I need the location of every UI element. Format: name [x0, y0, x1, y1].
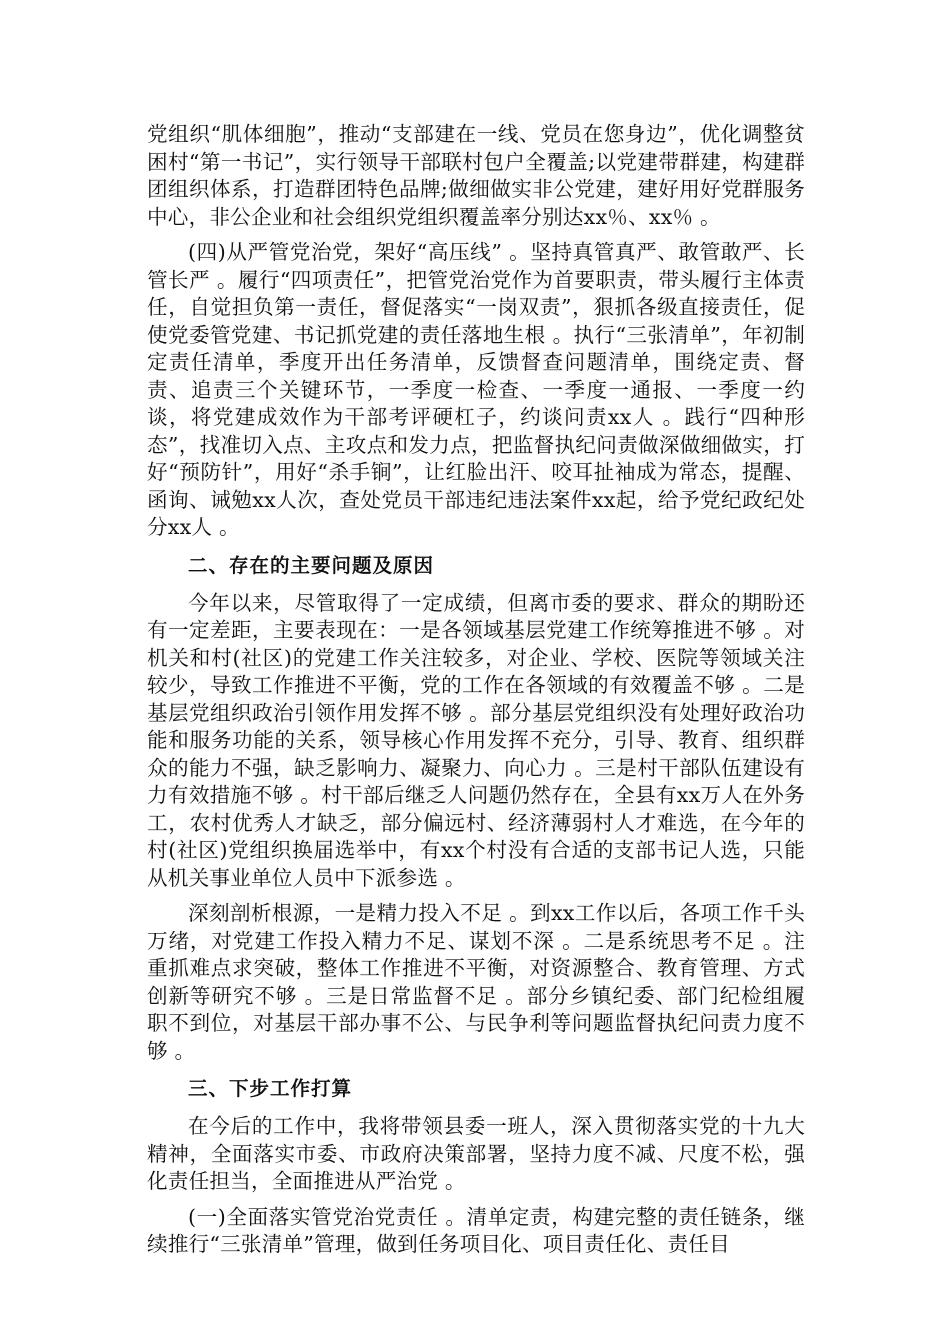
paragraph-strict-party-governance: (四)从严管党治党，架好“高压线” 。坚持真管真严、敢管敢严、长管长严 。履行“四项责任”，把管党治党作为首要职责，带头履行主体责任，自觉担负第一责任，督促落实“一岗双责”，狠抓各级直接责任，促使党委管党建、书记抓党建的责任落地生根 。执行“三张清单”，年初制定责任清单，季度开出任务清单，反馈督查问题清单，围绕定责、督责、追责三个关键环节，一季度一检查、一季度一通报、一季度一约谈，将党建成效作为干部考评硬杠子，约谈问责xx人 。践行“四种形态”，找准切入点、主攻点和发力点，把监督执纪问责做深做细做实，打好“预防针”，用好“杀手锏”，让红脸出汗、咬耳扯袖成为常态，提醒、函询、诫勉xx人次，查处党员干部违纪违法案件xx起，给予党纪政纪处分xx人 。 — [147, 240, 805, 539]
section-heading-next-steps: 三、下步工作打算 — [188, 1077, 353, 1100]
paragraph-root-causes: 深刻剖析根源，一是精力投入不足 。到xx工作以后，各项工作千头万绪，对党建工作投入精力不足、谋划不深 。二是系统思考不足 。注重抓难点求突破，整体工作推进不平衡，对资源整合、教育管理、方式创新等研究不够 。三是日常监督不足 。部分乡镇纪委、部门纪检组履职不到位，对基层干部办事不公、与民争利等问题监督执纪问责力度不够 。 — [147, 901, 805, 1063]
document-body — [147, 121, 805, 1267]
paragraph-main-problems: 今年以来，尽管取得了一定成绩，但离市委的要求、群众的期盼还有一定差距，主要表现在：一是各领域基层党建工作统筹推进不够 。对机关和村(社区)的党建工作关注较多，对企业、学校、医院等领域关注较少，导致工作推进不平衡，党的工作在各领域的有效覆盖不够 。二是基层党组织政治引领作用发挥不够 。部分基层党组织没有处理好政治功能和服务功能的关系，领导核心作用发挥不充分，引导、教育、组织群众的能力不强，缺乏影响力、凝聚力、向心力 。三是村干部队伍建设有力有效措施不够 。村干部后继乏人问题仍然存在，全县有xx万人在外务工，农村优秀人才缺乏，部分偏远村、经济薄弱村人才难选，在今年的村(社区)党组织换届选举中，有xx个村没有合适的支部书记人选，只能从机关事业单位人员中下派参选 。 — [147, 590, 805, 890]
paragraph-continued-party-building: 党组织“肌体细胞”，推动“支部建在一线、党员在您身边”，优化调整贫困村“第一书记”，实行领导干部联村包户全覆盖;以党建带群建，构建群团组织体系，打造群团特色品牌;做细做实非公党建，建好用好党群服务中心，非公企业和社会组织党组织覆盖率分别达xx％、xx％ 。 — [147, 122, 805, 229]
section-heading-problems: 二、存在的主要问题及原因 — [188, 553, 435, 577]
paragraph-responsibility-implementation: (一)全面落实管党治党责任 。清单定责，构建完整的责任链条，继续推行“三张清单”管理，做到任务项目化、项目责任化、责任目 — [147, 1204, 805, 1256]
paragraph-future-work: 在今后的工作中，我将带领县委一班人，深入贯彻落实党的十九大精神，全面落实市委、市政府决策部署，坚持力度不减、尺度不松，强化责任担当，全面推进从严治党 。 — [147, 1114, 805, 1193]
